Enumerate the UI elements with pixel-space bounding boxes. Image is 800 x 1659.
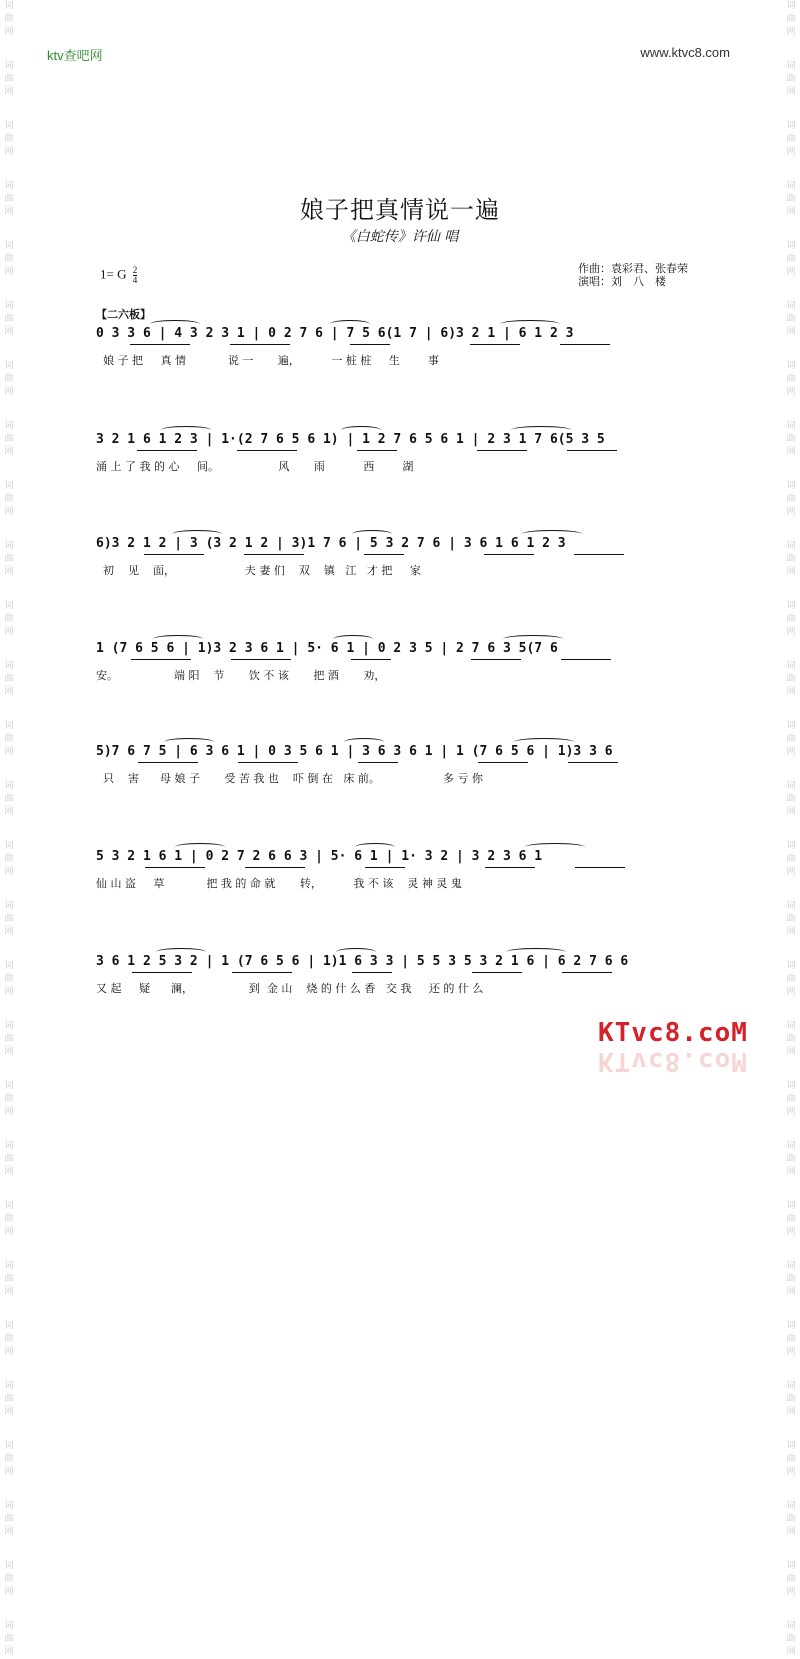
watermark-block: 词 曲 网 (786, 1621, 796, 1657)
watermark-block: 词 曲 网 (786, 1321, 796, 1357)
beam (484, 554, 534, 555)
slur (153, 635, 203, 643)
score-system (96, 641, 718, 701)
slur (514, 738, 574, 746)
watermark-block: 词 曲 网 (786, 361, 796, 397)
watermark-block: 词 曲 网 (786, 1441, 796, 1477)
watermark-block: 词 曲 网 (786, 841, 796, 877)
watermark-right (784, 0, 798, 1657)
time-top: 2 (132, 265, 138, 275)
composer-line: 作曲：袁彩君、张春荣 (578, 262, 688, 275)
beam (574, 554, 624, 555)
notation-line: 5 3 2 1 6 1 | 0 2 7 2 6 6 3 | 5· 6 1 | 1· 3 2 | 3 2 3 6 1 (96, 849, 543, 864)
beam (350, 344, 390, 345)
slur (506, 948, 566, 956)
logo-reflection: KTvc8.coM (598, 1046, 748, 1076)
beam (477, 450, 527, 451)
site-logo[interactable] (598, 1018, 748, 1078)
slur (175, 843, 225, 851)
notation-line: 1 (7 6 5 6 | 1)3 2 3 6 1 | 5· 6 1 | 0 2 3 5 | 2 7 6 3 5(7 6 (96, 641, 558, 656)
score-system (96, 536, 718, 596)
singer-line: 演唱：刘 八 楼 (578, 275, 666, 288)
watermark-block: 词 曲 网 (4, 181, 14, 217)
watermark-left (2, 0, 16, 1657)
beam (365, 867, 405, 868)
score-system (96, 849, 718, 909)
beam (231, 659, 291, 660)
watermark-block: 词 曲 网 (4, 1201, 14, 1237)
watermark-block: 词 曲 网 (4, 901, 14, 937)
watermark-block: 词 曲 网 (4, 1081, 14, 1117)
beam-layer (96, 641, 718, 663)
slur (352, 530, 392, 538)
watermark-block: 词 曲 网 (4, 1261, 14, 1297)
watermark-block: 词 曲 网 (786, 481, 796, 517)
watermark-block: 词 曲 网 (786, 181, 796, 217)
watermark-block: 词 曲 网 (786, 601, 796, 637)
lyric-line: 只 害 母 娘 子 受 苦 我 也 吓 倒 在 床 前。 多 亏 你 (96, 772, 483, 785)
score-system (96, 432, 718, 492)
beam (137, 450, 197, 451)
beam (364, 554, 404, 555)
watermark-block: 词 曲 网 (4, 661, 14, 697)
logo-text: KTvc8.coM (598, 1018, 748, 1048)
watermark-block: 词 曲 网 (4, 421, 14, 457)
watermark-block: 词 曲 网 (786, 1261, 796, 1297)
watermark-block: 词 曲 网 (786, 421, 796, 457)
watermark-block: 词 曲 网 (4, 841, 14, 877)
lyric-line: 娘 子 把 真 情 说 一 遍， 一 桩 桩 生 事 (96, 354, 439, 367)
beam (144, 554, 204, 555)
watermark-block: 词 曲 网 (4, 241, 14, 277)
key-label: 1= G (100, 266, 127, 282)
score-system (96, 326, 718, 386)
beam-layer (96, 536, 718, 558)
beam (237, 450, 297, 451)
watermark-block: 词 曲 网 (786, 1501, 796, 1537)
notation-line: 3 2 1 6 1 2 3 | 1·(2 7 6 5 6 1) | 1 2 7 6 5 6 1 | 2 3 1 7 6(5 3 5 (96, 432, 605, 447)
watermark-block: 词 曲 网 (4, 301, 14, 337)
beam (357, 450, 397, 451)
notation-line: 3 6 1 2 5 3 2 | 1 (7 6 5 6 | 1)1 6 3 3 | 5 5 3 5 3 2 1 6 | 6 2 7 6 6 (96, 954, 629, 969)
lyric-line: 仙 山 盗 草 把 我 的 命 就 转， 我 不 该 灵 神 灵 鬼 (96, 877, 462, 890)
score-system (96, 744, 718, 804)
beam (561, 659, 611, 660)
slur (511, 426, 571, 434)
beam (562, 972, 612, 973)
beam (471, 659, 521, 660)
site-url[interactable]: www.ktvc8.com (640, 45, 730, 60)
song-subtitle: 《白蛇传》许仙 唱 (341, 229, 459, 245)
watermark-block: 词 曲 网 (786, 1, 796, 37)
watermark-block: 词 曲 网 (4, 1501, 14, 1537)
beam (232, 972, 292, 973)
beam (352, 972, 392, 973)
watermark-block: 词 曲 网 (786, 721, 796, 757)
watermark-block: 词 曲 网 (786, 541, 796, 577)
beam (130, 344, 190, 345)
beam (351, 659, 391, 660)
watermark-block: 词 曲 网 (4, 1321, 14, 1357)
lyric-line: 涌 上 了 我 的 心 间。 风 雨 西 湖 (96, 460, 414, 473)
watermark-block: 词 曲 网 (4, 1141, 14, 1177)
beam (138, 762, 198, 763)
watermark-block: 词 曲 网 (786, 661, 796, 697)
slur (330, 320, 370, 328)
beam (478, 762, 528, 763)
slur (522, 530, 582, 538)
slur (336, 948, 376, 956)
watermark-block: 词 曲 网 (4, 601, 14, 637)
time-bottom: 4 (132, 275, 138, 285)
slur (344, 738, 384, 746)
time-signature (133, 266, 138, 285)
key-signature (100, 266, 137, 285)
lyric-line: 又 起 疑 澜， 到 金 山 烧 的 什 么 香 交 我 还 的 什 么 (96, 982, 484, 995)
slur (164, 738, 214, 746)
slur (503, 635, 563, 643)
watermark-block: 词 曲 网 (4, 361, 14, 397)
watermark-block: 词 曲 网 (786, 301, 796, 337)
notation-line: 5)7 6 7 5 | 6 3 6 1 | 0 3 5 6 1 | 3 6 3 6 1 | 1 (7 6 5 6 | 1)3 3 6 (96, 744, 613, 759)
watermark-block: 词 曲 网 (786, 1561, 796, 1597)
slur (500, 320, 560, 328)
slur (355, 843, 395, 851)
beam-layer (96, 432, 718, 454)
watermark-block: 词 曲 网 (4, 1021, 14, 1057)
lyric-line: 初 见 面， 夫 妻 们 双 镇 江 才 把 家 (96, 564, 421, 577)
watermark-block: 词 曲 网 (4, 61, 14, 97)
beam (132, 972, 192, 973)
slur (161, 426, 211, 434)
watermark-block: 词 曲 网 (786, 1021, 796, 1057)
watermark-block: 词 曲 网 (786, 241, 796, 277)
watermark-block: 词 曲 网 (786, 901, 796, 937)
beam-layer (96, 954, 718, 976)
song-title: 娘子把真情说一遍 (300, 196, 500, 224)
credits (578, 262, 688, 288)
score-system (96, 954, 718, 1014)
notation-line: 0 3 3 6 | 4 3 2 3 1 | 0 2 7 6 | 7 5 6(1 7 | 6)3 2 1 | 6 1 2 3 (96, 326, 574, 341)
beam (244, 554, 304, 555)
tempo-mark: 【二六板】 (96, 308, 151, 321)
watermark-block: 词 曲 网 (786, 1081, 796, 1117)
watermark-block: 词 曲 网 (4, 961, 14, 997)
watermark-block: 词 曲 网 (786, 1201, 796, 1237)
watermark-block: 词 曲 网 (4, 1, 14, 37)
beam (358, 762, 398, 763)
beam (485, 867, 535, 868)
slur (150, 320, 200, 328)
beam (145, 867, 205, 868)
watermark-block: 词 曲 网 (786, 781, 796, 817)
slur (525, 843, 585, 851)
watermark-block: 词 曲 网 (4, 721, 14, 757)
notation-line: 6)3 2 1 2 | 3 (3 2 1 2 | 3)1 7 6 | 5 3 2 7 6 | 3 6 1 6 1 2 3 (96, 536, 566, 551)
watermark-block: 词 曲 网 (4, 1621, 14, 1657)
watermark-block: 词 曲 网 (4, 481, 14, 517)
beam (560, 344, 610, 345)
slur (333, 635, 373, 643)
watermark-block: 词 曲 网 (786, 961, 796, 997)
beam-layer (96, 744, 718, 766)
watermark-block: 词 曲 网 (786, 121, 796, 157)
beam (131, 659, 191, 660)
slur (156, 948, 206, 956)
watermark-block: 词 曲 网 (4, 121, 14, 157)
beam (575, 867, 625, 868)
watermark-block: 词 曲 网 (786, 1381, 796, 1417)
watermark-block: 词 曲 网 (4, 1441, 14, 1477)
slur (341, 426, 381, 434)
beam-layer (96, 849, 718, 871)
beam (472, 972, 522, 973)
slur (172, 530, 222, 538)
watermark-block: 词 曲 网 (4, 781, 14, 817)
beam-layer (96, 326, 718, 348)
beam (470, 344, 520, 345)
beam (245, 867, 305, 868)
site-name[interactable]: ktv查吧网 (47, 48, 103, 63)
watermark-block: 词 曲 网 (4, 1561, 14, 1597)
watermark-block: 词 曲 网 (4, 1381, 14, 1417)
watermark-block: 词 曲 网 (786, 61, 796, 97)
beam (230, 344, 290, 345)
watermark-block: 词 曲 网 (4, 541, 14, 577)
beam (238, 762, 298, 763)
lyric-line: 安。 端 阳 节 饮 不 该 把 酒 劝， (96, 669, 386, 682)
beam (567, 450, 617, 451)
beam (568, 762, 618, 763)
watermark-block: 词 曲 网 (786, 1141, 796, 1177)
